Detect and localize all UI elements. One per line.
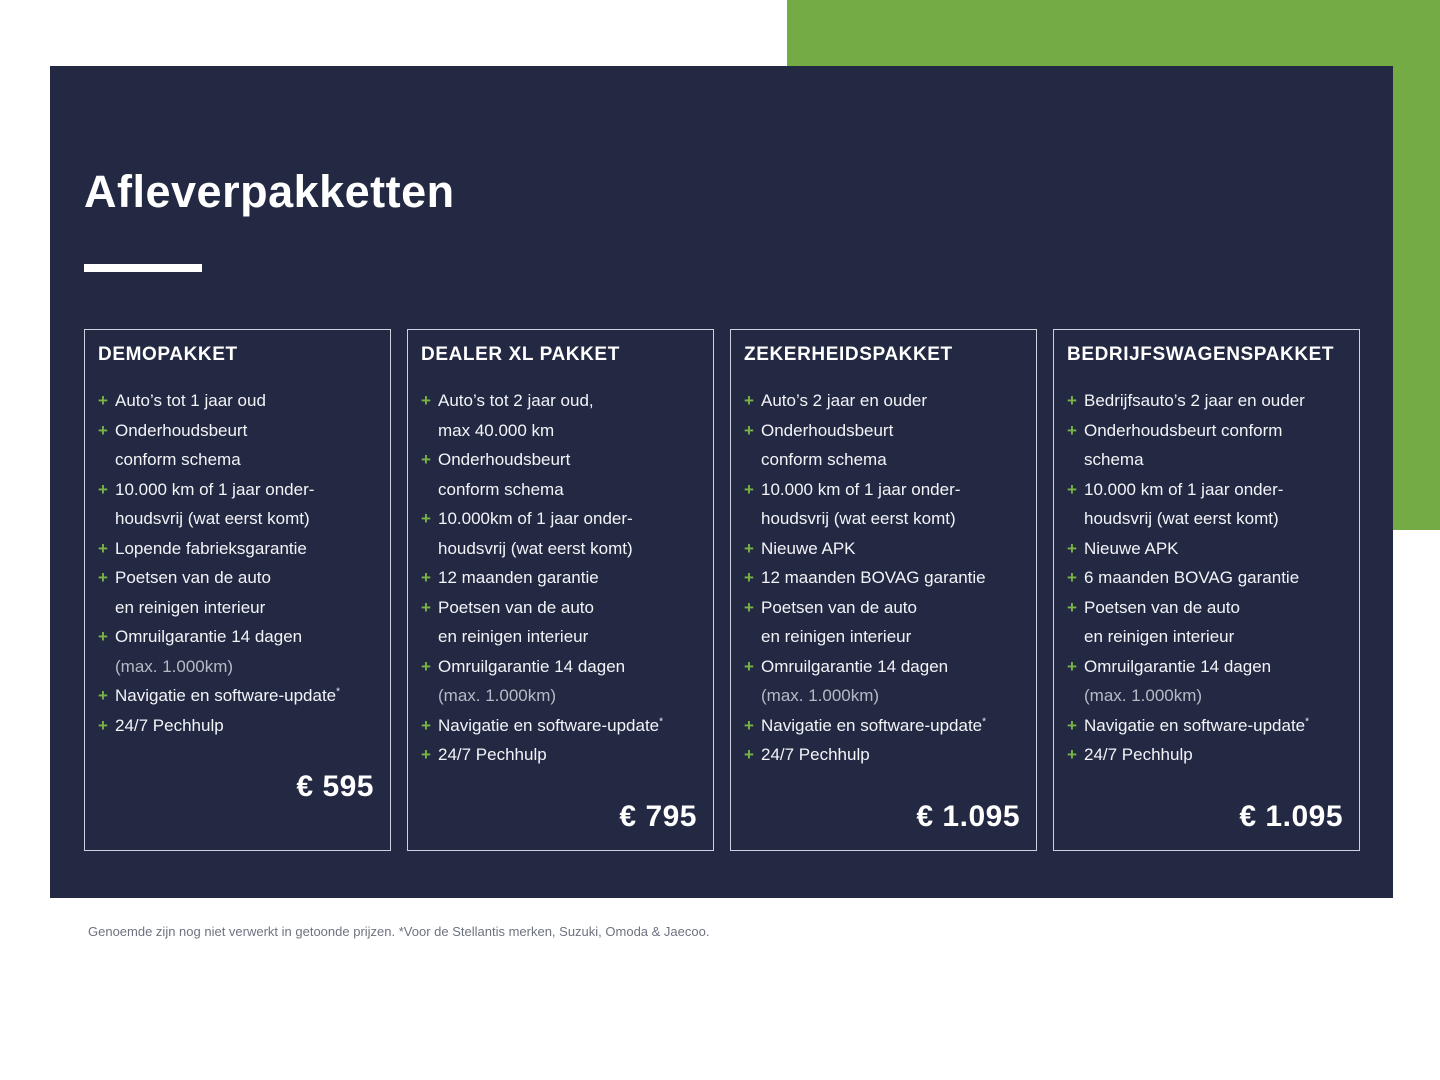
feature-item [98,563,376,622]
plus-icon: + [744,479,754,499]
feature-text: Onderhoudsbeurt conform schema [115,420,248,469]
plus-icon: + [744,597,754,617]
plus-icon: + [744,391,754,410]
plus-icon: + [421,391,431,410]
package-card [407,329,714,851]
feature-item [1067,534,1345,564]
plus-icon: + [744,568,754,587]
package-card [730,329,1037,851]
feature-text: 10.000 km of 1 jaar onder- houdsvrij (wat eerst komt) [761,479,961,528]
feature-item [1067,416,1345,475]
plus-icon: + [98,627,108,646]
plus-icon: + [421,745,431,764]
footnote: Genoemde zijn nog niet verwerkt in getoonde prijzen. *Voor de Stellantis merken, Suzuki, Omoda & Jaecoo. [88,924,710,939]
asterisk-note: * [336,686,341,698]
plus-icon: + [1067,715,1077,735]
feature-text: 10.000 km of 1 jaar onder- houdsvrij (wat eerst komt) [1084,479,1284,528]
feature-text: Nieuwe APK [1084,538,1179,558]
feature-item [744,740,1022,770]
feature-item [98,416,376,475]
feature-text: 12 maanden BOVAG garantie [761,568,986,587]
feature-item [1067,475,1345,534]
feature-item [1067,593,1345,652]
feature-item [421,740,699,770]
feature-item [744,563,1022,593]
feature-item [98,386,376,416]
package-title: BEDRIJFSWAGENSPAKKET [1067,344,1335,365]
package-price: € 1.095 [916,799,1020,833]
feature-text: Auto’s tot 1 jaar oud [115,391,266,410]
feature-text: Onderhoudsbeurt conform schema [761,420,894,469]
plus-icon: + [1067,538,1077,558]
feature-item [421,593,699,652]
plus-icon: + [98,686,108,705]
feature-item [421,563,699,593]
package-title: ZEKERHEIDSPAKKET [744,344,953,365]
plus-icon: + [98,391,108,410]
feature-text: 24/7 Pechhulp [1084,745,1193,764]
feature-item [1067,652,1345,711]
feature-text: Lopende fabrieksgarantie [115,538,307,558]
title-underline [84,264,202,272]
feature-text: Omruilgarantie 14 dagen (max. 1.000km) [1084,656,1272,705]
feature-text: Onderhoudsbeurt conform schema [438,450,571,499]
feature-item [744,534,1022,564]
feature-text: Poetsen van de auto en reinigen interieur [438,597,594,646]
asterisk-note: * [982,715,987,727]
plus-icon: + [421,715,431,735]
plus-icon: + [744,745,754,764]
plus-icon: + [98,479,108,499]
feature-item [98,622,376,681]
package-price: € 595 [296,770,374,803]
plus-icon: + [1067,656,1077,676]
package-title: DEMOPAKKET [98,344,238,365]
feature-text: Omruilgarantie 14 dagen (max. 1.000km) [115,627,303,676]
feature-text: Auto’s tot 2 jaar oud, max 40.000 km [438,391,594,440]
feature-item [744,386,1022,416]
plus-icon: + [1067,568,1077,587]
plus-icon: + [744,656,754,676]
feature-list [744,386,1022,770]
feature-text: Poetsen van de auto en reinigen interieur [1084,597,1240,646]
feature-text: 24/7 Pechhulp [761,745,870,764]
plus-icon: + [421,509,431,528]
feature-text: Navigatie en software-update* [115,686,341,705]
plus-icon: + [421,656,431,676]
feature-item [1067,711,1345,741]
feature-item [744,593,1022,652]
feature-item [421,386,699,445]
plus-icon: + [1067,745,1077,764]
feature-text: Omruilgarantie 14 dagen (max. 1.000km) [438,656,626,705]
feature-item [1067,740,1345,770]
feature-text: 10.000km of 1 jaar onder- houdsvrij (wat eerst komt) [438,509,633,558]
feature-text: Onderhoudsbeurt conform schema [1084,420,1283,469]
plus-icon: + [98,538,108,558]
feature-text: 12 maanden garantie [438,568,599,587]
feature-text: 6 maanden BOVAG garantie [1084,568,1300,587]
plus-icon: + [1067,391,1077,410]
package-cards [84,329,1360,851]
plus-icon: + [98,715,108,735]
feature-text: Navigatie en software-update* [1084,715,1310,735]
feature-item [1067,563,1345,593]
feature-text: 10.000 km of 1 jaar onder- houdsvrij (wat eerst komt) [115,479,315,528]
feature-text: Poetsen van de auto en reinigen interieur [761,597,917,646]
feature-item [98,711,376,741]
plus-icon: + [421,568,431,587]
plus-icon: + [1067,479,1077,499]
feature-list [98,386,376,740]
feature-item [98,534,376,564]
feature-item [421,711,699,741]
feature-text: Omruilgarantie 14 dagen (max. 1.000km) [761,656,949,705]
plus-icon: + [744,420,754,440]
asterisk-note: * [1305,715,1310,727]
feature-list [1067,386,1345,770]
feature-item [98,475,376,534]
feature-text: Auto’s 2 jaar en ouder [761,391,928,410]
plus-icon: + [98,420,108,440]
page-title: Afleverpakketten [84,166,455,217]
package-card [1053,329,1360,851]
feature-text: Nieuwe APK [761,538,856,558]
feature-text: Navigatie en software-update* [761,715,987,735]
plus-icon: + [1067,597,1077,617]
feature-text: 24/7 Pechhulp [115,715,224,735]
plus-icon: + [744,715,754,735]
plus-icon: + [421,597,431,617]
package-price: € 795 [619,799,697,833]
feature-item [744,475,1022,534]
feature-item [421,445,699,504]
feature-item [421,652,699,711]
feature-text: Poetsen van de auto en reinigen interieur [115,568,271,617]
feature-item [98,681,376,711]
plus-icon: + [744,538,754,558]
feature-item [744,711,1022,741]
feature-item [744,652,1022,711]
feature-text: Navigatie en software-update* [438,715,664,735]
plus-icon: + [98,568,108,587]
package-title: DEALER XL PAKKET [421,344,620,365]
feature-text: Bedrijfsauto’s 2 jaar en ouder [1084,391,1305,410]
feature-text: 24/7 Pechhulp [438,745,547,764]
package-card [84,329,391,851]
feature-item [744,416,1022,475]
plus-icon: + [1067,420,1077,440]
feature-list [421,386,699,770]
feature-item [1067,386,1345,416]
package-price: € 1.095 [1239,799,1343,833]
asterisk-note: * [659,715,664,727]
main-panel [50,66,1393,898]
feature-item [421,504,699,563]
plus-icon: + [421,450,431,469]
